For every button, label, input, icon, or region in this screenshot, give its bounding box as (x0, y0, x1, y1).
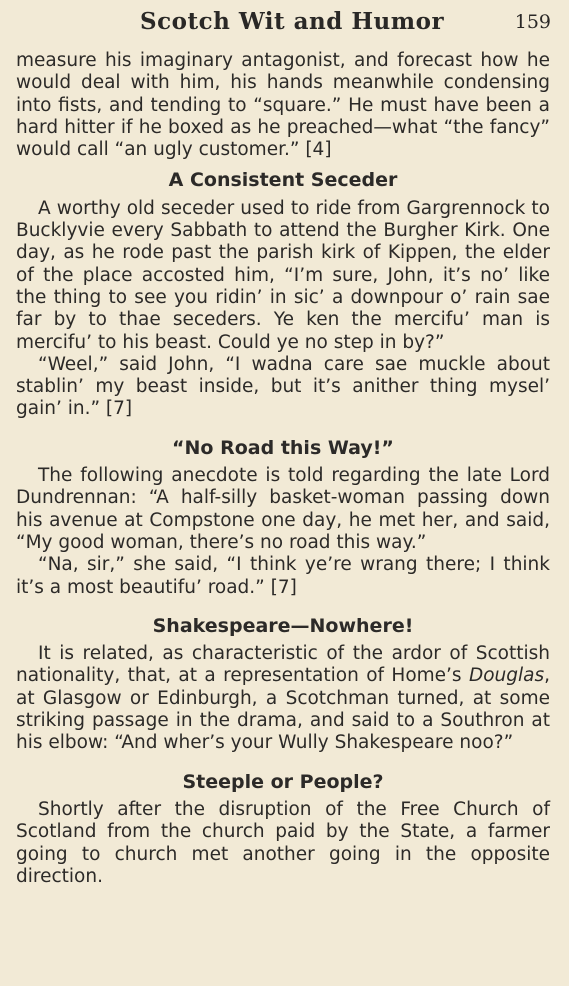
seceder-paragraph-1: A worthy old seceder used to ride from Gargrennock to Bucklyvie every Sabbath to attend the Burgher Kirk. One day, as he rode past the parish kirk of Kippen, the elder of the place accosted him, “I’m sure, John, it’s no’ like the thing to see you ridin’ in sic’ a downpour o’ rain sae far by to thae seceders. Ye ken the mercifu’ man is mercifu’ to his beast. Could ye no step in by?” (16, 197, 550, 353)
heading-steeple-or-people: Steeple or People? (182, 770, 384, 793)
no-road-paragraph-1: The following anecdote is told regarding the late Lord Dundrennan: “A half-silly basket-woman passing down his avenue at Compstone one day, he met her, and said, “My good woman, there’s no road this way.” (16, 465, 550, 553)
shakespeare-text-start: It is related, as characteristic of the ardor of Scottish nationality, that, at a representation of Home’s (16, 643, 550, 687)
shakespeare-text-end: , at Glasgow or Edinburgh, a Scotchman turned, at some striking passage in the drama, and said to a Southron at his elbow: “And wher’s your Wully Shakespeare noo?” (16, 665, 550, 754)
heading-consistent-seceder: A Consistent Seceder (168, 169, 398, 192)
running-title: Scotch Wit and Humor (140, 8, 445, 35)
page-body (16, 50, 550, 888)
cutoff-next-heading (150, 978, 410, 986)
steeple-paragraph: Shortly after the disruption of the Free Church of Scotland from the church paid by the State, a farmer going to church met another going in the opposite direction. (16, 798, 550, 887)
no-road-paragraph-2: “Na, sir,” she said, “I think ye’re wrang there; I think it’s a most beautifu’ road.” [7] (16, 554, 550, 598)
running-head (0, 8, 569, 38)
seceder-paragraph-2: “Weel,” said John, “I wadna care sae muckle about stablin’ my beast inside, but it’s anither thing mysel’ gain’ in.” [7] (16, 353, 550, 420)
shakespeare-paragraph (16, 643, 550, 754)
carryover-paragraph: measure his imaginary antagonist, and forecast how he would deal with him, his hands meanwhile condensing into fists, and tending to “square.” He must have been a hard hitter if he boxed as he preached—what “the fancy” would call “an ugly customer.” [4] (16, 50, 550, 161)
play-title-douglas: Douglas (468, 665, 545, 687)
page-number: 159 (514, 11, 551, 33)
heading-shakespeare: Shakespeare—Nowhere! (152, 614, 414, 637)
heading-no-road: “No Road this Way!” (172, 436, 394, 459)
